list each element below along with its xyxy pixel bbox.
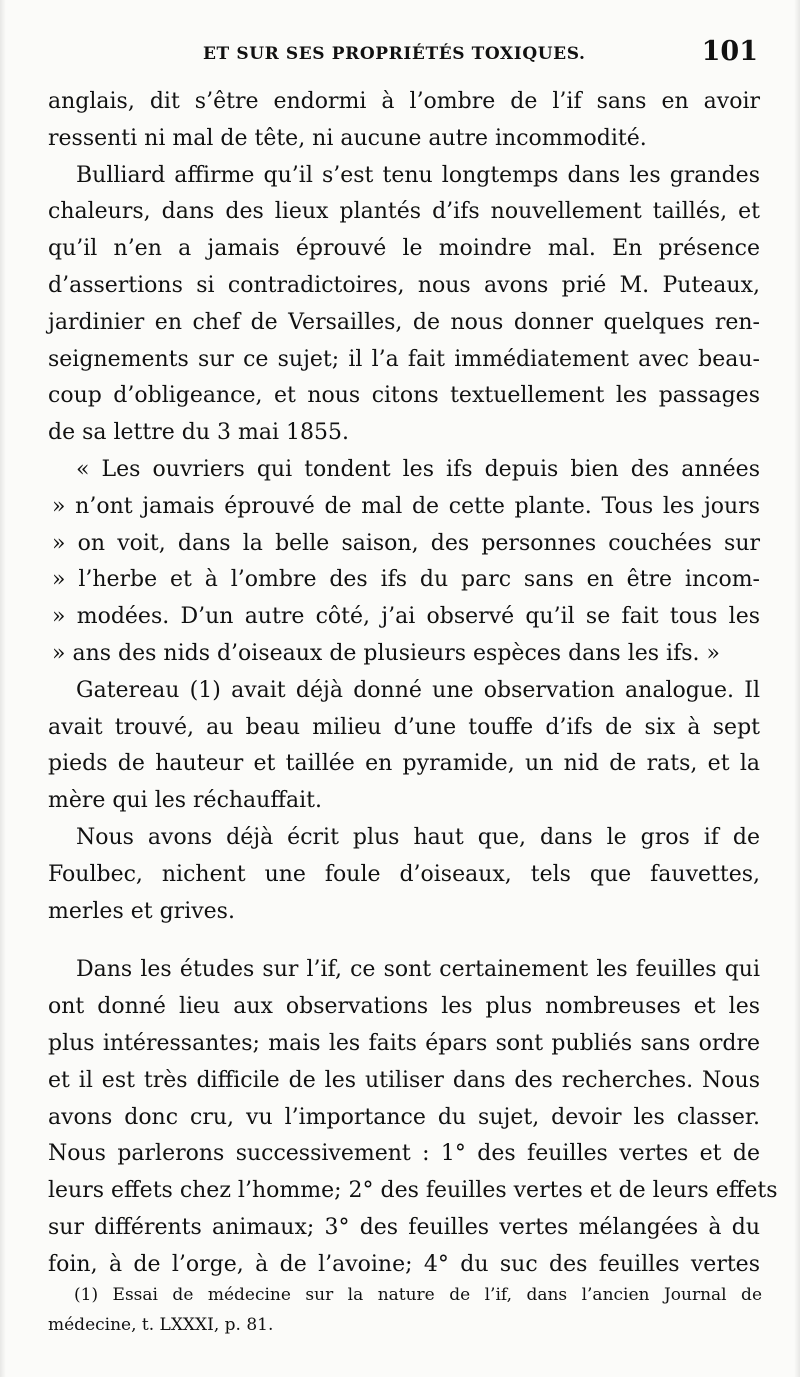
text-line: Foulbec, nichent une foule d’oiseaux, tels que fauvettes,: [48, 861, 760, 887]
quote-line: » modées. D’un autre côté, j’ai observé qu’il se fait tous les: [52, 604, 760, 630]
paragraph: [48, 673, 760, 820]
text-line: ressenti ni mal de tête, ni aucune autre incommodité.: [48, 125, 647, 151]
text-line: jardinier en chef de Versailles, de nous donner quelques ren-: [48, 309, 760, 335]
text-line: Nous parlerons successivement : 1° des feuilles vertes et de: [48, 1141, 760, 1167]
quote-line: » n’ont jamais éprouvé de mal de cette plante. Tous les jours: [52, 493, 760, 519]
text-line: mère qui les réchauffait.: [48, 788, 322, 814]
text-line: foin, à de l’orge, à de l’avoine; 4° du suc des feuilles vertes: [48, 1251, 760, 1277]
text-line: chaleurs, dans des lieux plantés d’ifs nouvellement taillés, et: [48, 199, 760, 225]
text-line: avait trouvé, au beau milieu d’une touffe d’ifs de six à sept: [48, 714, 760, 740]
footnote: [48, 1280, 762, 1340]
text-line: de sa lettre du 3 mai 1855.: [48, 420, 349, 446]
text-line: d’assertions si contradictoires, nous avons prié M. Puteaux,: [48, 272, 760, 298]
page-edge-shadow-left: [0, 0, 6, 1377]
text-line: Dans les études sur l’if, ce sont certainement les feuilles qui: [76, 957, 760, 983]
page-body: [48, 84, 778, 1284]
text-line: ont donné lieu aux observations les plus nombreuses et les: [48, 994, 760, 1020]
section-gap: [48, 930, 760, 952]
text-line: anglais, dit s’être endormi à l’ombre de l’if sans en avoir: [48, 89, 760, 114]
text-line: leurs effets chez l’homme; 2° des feuilles vertes et de leurs effets: [48, 1178, 778, 1204]
running-header: [48, 36, 758, 70]
text-line: Gatereau (1) avait déjà donné une observation analogue. Il: [76, 677, 760, 703]
page-number: 101: [701, 36, 758, 67]
running-title: ET SUR SES PROPRIÉTÉS TOXIQUES.: [203, 44, 586, 64]
text-line: qu’il n’en a jamais éprouvé le moindre mal. En présence: [48, 236, 760, 262]
text-line: sur différents animaux; 3° des feuilles vertes mélangées à du: [48, 1214, 760, 1240]
quote-line: » l’herbe et à l’ombre des ifs du parc sans en être incom-: [52, 567, 760, 593]
text-line: coup d’obligeance, et nous citons textuellement les passages: [48, 383, 760, 409]
paragraph: [48, 952, 778, 1283]
quote-line: « Les ouvriers qui tondent les ifs depuis bien des années: [76, 456, 760, 482]
text-line: merles et grives.: [48, 898, 235, 924]
footnote-line: médecine, t. LXXXI, p. 81.: [48, 1315, 274, 1335]
quotation: [48, 452, 760, 673]
page-edge-shadow-right: [794, 0, 800, 1377]
quote-line: » ans des nids d’oiseaux de plusieurs espèces dans les ifs. »: [52, 640, 720, 666]
quote-line: » on voit, dans la belle saison, des personnes couchées sur: [52, 530, 760, 556]
paragraph: [48, 84, 760, 158]
text-line: avons donc cru, vu l’importance du sujet, devoir les classer.: [48, 1104, 760, 1130]
paragraph: [48, 158, 760, 452]
text-line: Nous avons déjà écrit plus haut que, dans le gros if de: [76, 824, 760, 850]
footnote-line: (1) Essai de médecine sur la nature de l’if, dans l’ancien Journal de: [74, 1285, 762, 1305]
text-line: seignements sur ce sujet; il l’a fait immédiatement avec beau-: [48, 346, 760, 372]
text-line: plus intéressantes; mais les faits épars sont publiés sans ordre: [48, 1030, 760, 1056]
paragraph: [48, 820, 760, 930]
text-line: et il est très difficile de les utiliser dans des recherches. Nous: [48, 1067, 760, 1093]
text-line: Bulliard affirme qu’il s’est tenu longtemps dans les grandes: [76, 162, 760, 188]
text-line: pieds de hauteur et taillée en pyramide, un nid de rats, et la: [48, 751, 760, 777]
